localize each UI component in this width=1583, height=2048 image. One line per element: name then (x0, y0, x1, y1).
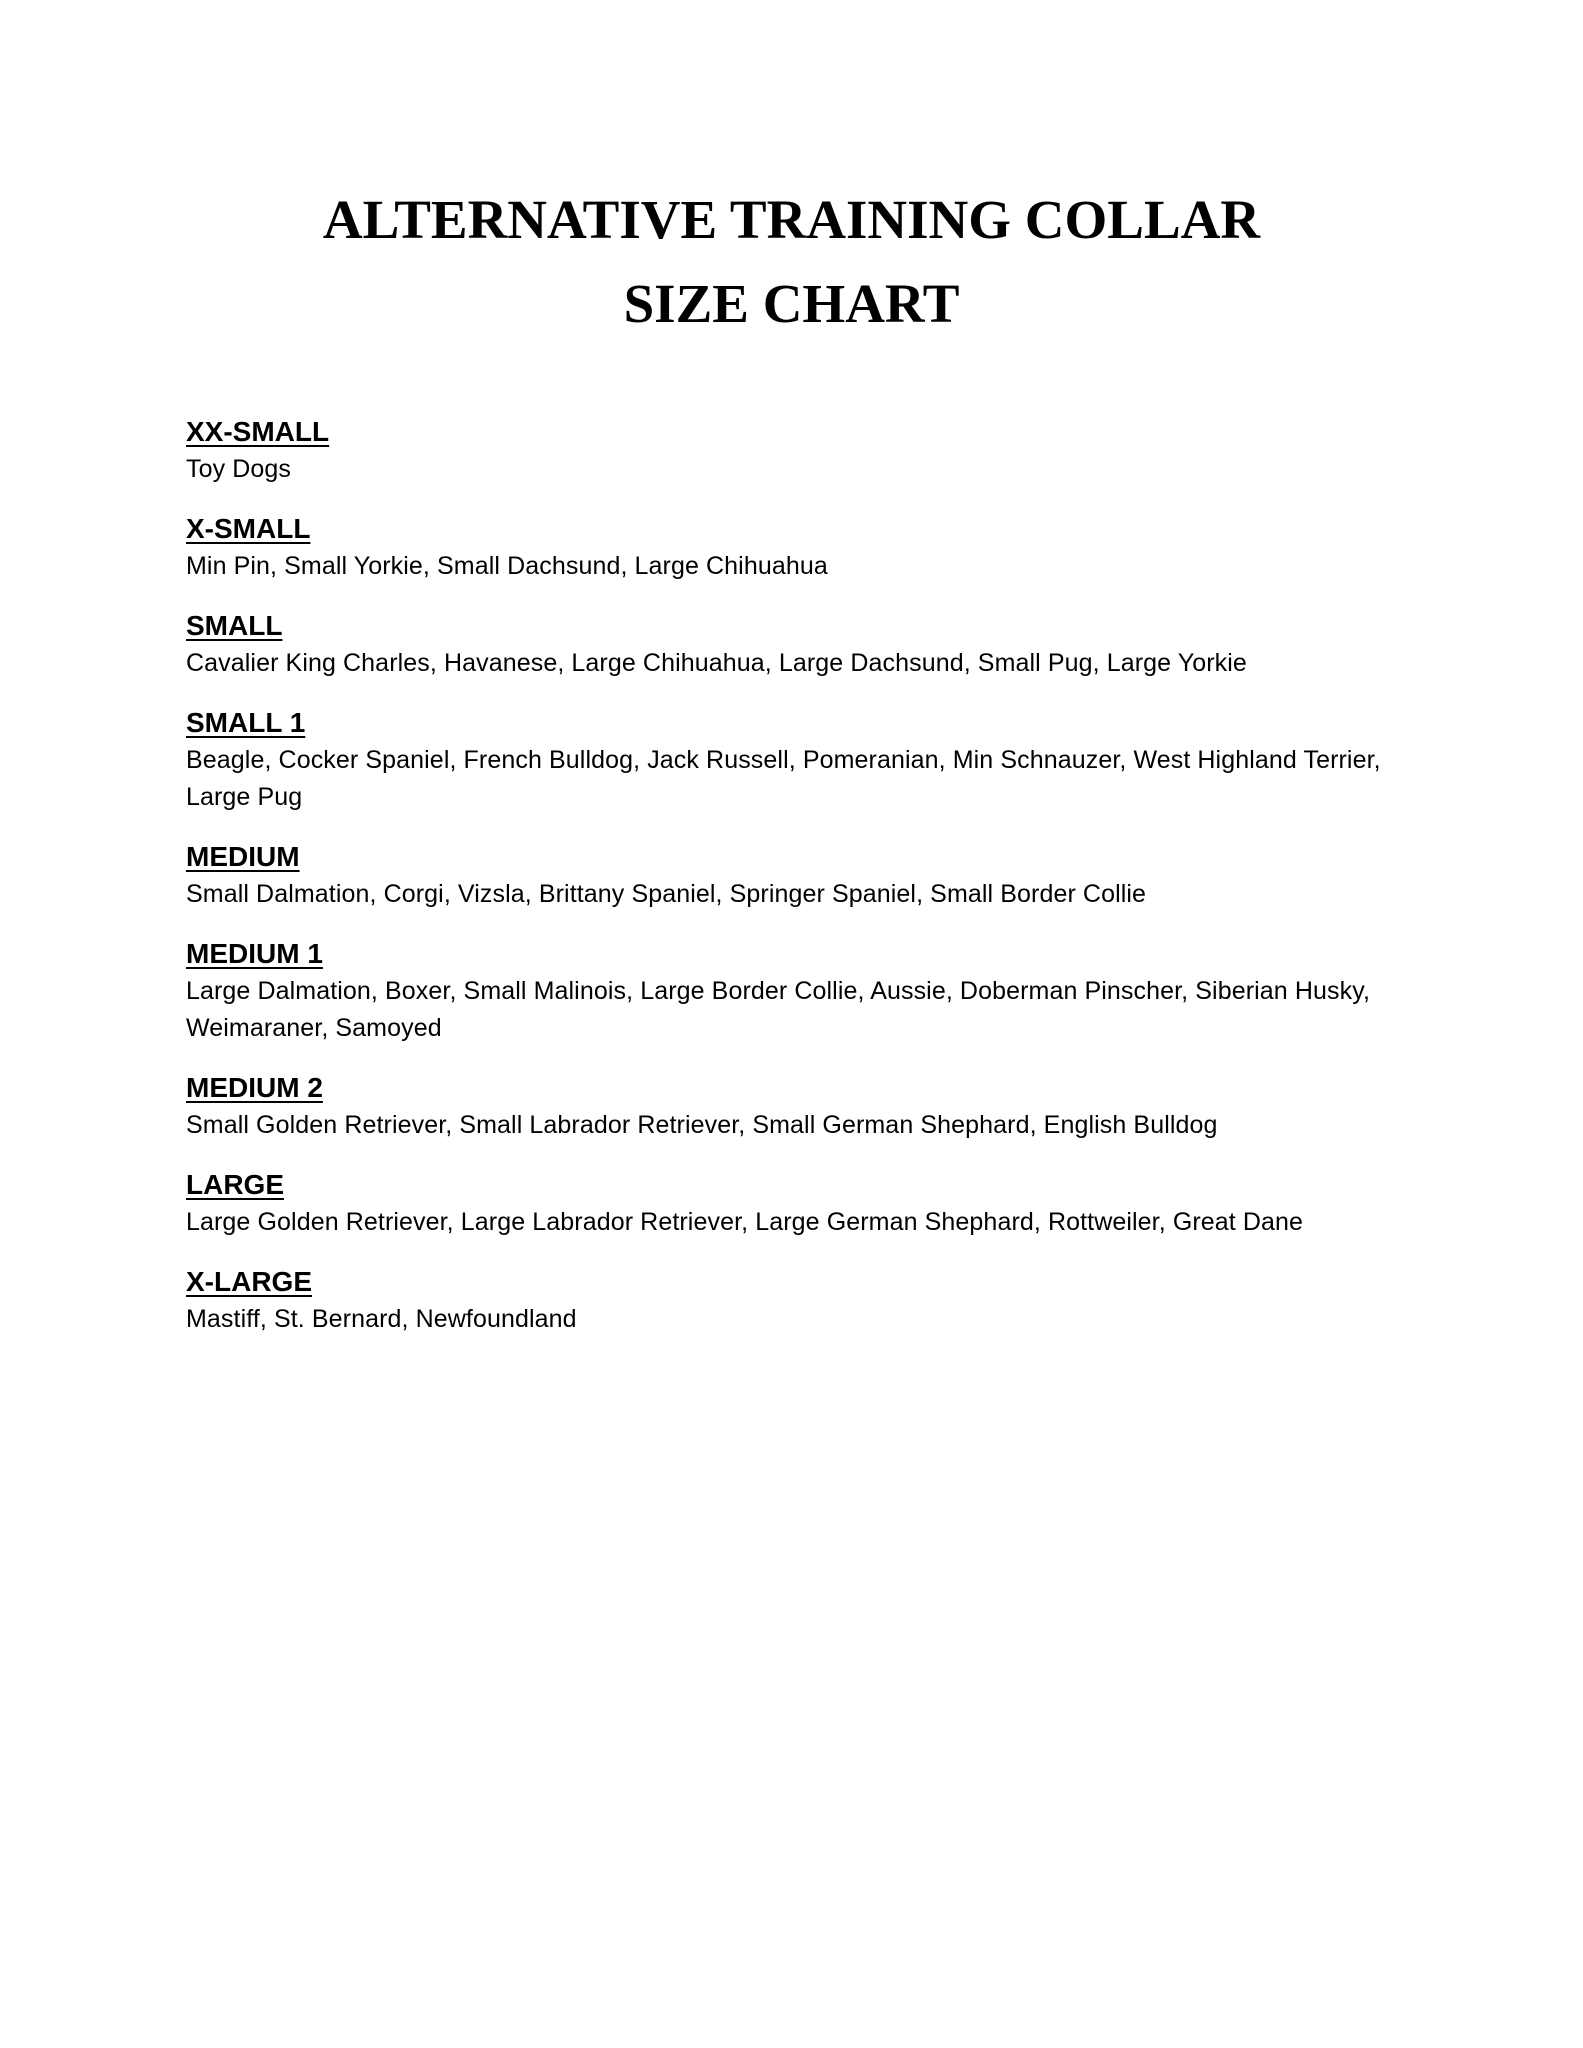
breed-list: Small Golden Retriever, Small Labrador Retriever, Small German Shephard, English Bulldog (186, 1111, 1218, 1139)
title-line-1: ALTERNATIVE TRAINING COLLAR (322, 189, 1261, 250)
size-heading: MEDIUM 1 (186, 938, 323, 969)
size-heading: MEDIUM 2 (186, 1072, 323, 1103)
size-heading: XX-SMALL (186, 416, 330, 447)
breed-list: Beagle, Cocker Spaniel, French Bulldog, Jack Russell, Pomeranian, Min Schnauzer, West Highland Terrier, Large Pug (186, 746, 1381, 811)
breed-list: Mastiff, St. Bernard, Newfoundland (186, 1305, 577, 1333)
page-title (0, 178, 1583, 346)
size-section-large (186, 1166, 1426, 1241)
size-heading: MEDIUM (186, 841, 300, 872)
size-section-medium-2 (186, 1069, 1426, 1144)
breed-list: Small Dalmation, Corgi, Vizsla, Brittany Spaniel, Springer Spaniel, Small Border Collie (186, 880, 1147, 908)
size-heading: SMALL (186, 610, 283, 641)
breed-list: Toy Dogs (186, 455, 292, 483)
size-heading: SMALL 1 (186, 707, 306, 738)
title-line-2: SIZE CHART (623, 273, 960, 334)
size-section-small-1 (186, 704, 1426, 816)
size-heading: X-SMALL (186, 513, 311, 544)
size-section-medium (186, 838, 1426, 913)
breed-list: Large Golden Retriever, Large Labrador Retriever, Large German Shephard, Rottweiler, Great Dane (186, 1208, 1304, 1236)
breed-list: Large Dalmation, Boxer, Small Malinois, Large Border Collie, Aussie, Doberman Pinscher, Siberian Husky, Weimaraner, Samoyed (186, 977, 1370, 1042)
size-section-medium-1 (186, 935, 1426, 1047)
size-section-small (186, 607, 1426, 682)
breed-list: Cavalier King Charles, Havanese, Large Chihuahua, Large Dachsund, Small Pug, Large Yorkie (186, 649, 1247, 677)
size-section-x-large (186, 1263, 1426, 1338)
size-section-x-small (186, 510, 1426, 585)
breed-list: Min Pin, Small Yorkie, Small Dachsund, Large Chihuahua (186, 552, 828, 580)
size-list (186, 413, 1426, 1360)
size-heading: LARGE (186, 1169, 284, 1200)
size-section-xx-small (186, 413, 1426, 488)
size-heading: X-LARGE (186, 1266, 312, 1297)
